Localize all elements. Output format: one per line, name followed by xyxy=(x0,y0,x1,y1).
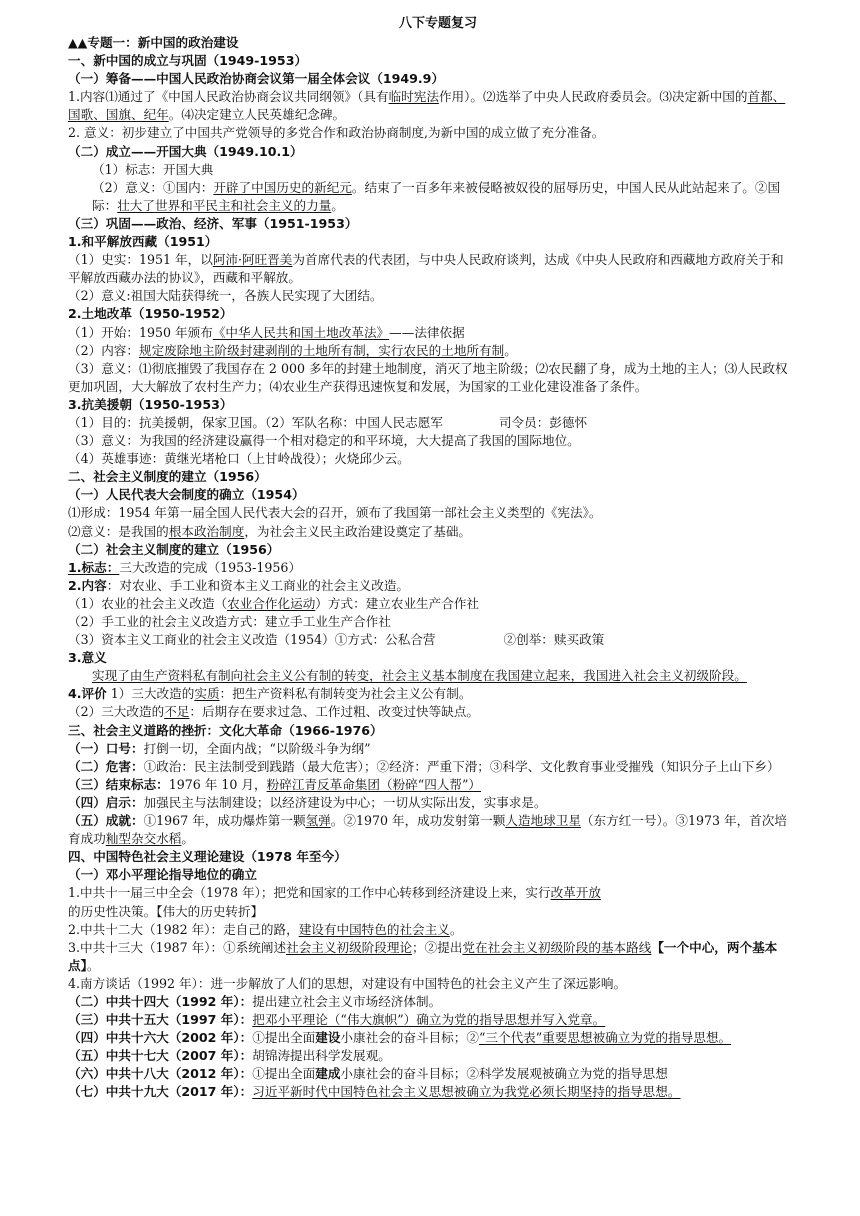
s3-b-paragraph: （二）危害：①政治：民主法制受到践踏（最大危害）；②经济：严重下滑；③科学、文化教育事业受摧残（知识分子上山下乡） xyxy=(68,758,780,774)
s4-a-heading: （一）邓小平理论指导地位的确立 xyxy=(68,867,257,883)
s3-a-line: （一）口号：打倒一切，全面内战；“以阶级斗争为纲” xyxy=(68,740,371,756)
s4-a2-line: 2.中共十二大（1982 年）：走自己的路，建设有中国特色的社会主义。 xyxy=(68,921,463,937)
s1-c2-1-line: （1）开始：1950 年颁布《中华人民共和国土地改革法》——法律依据 xyxy=(68,324,465,340)
s2-a-heading: （一）人民代表大会制度的确立（1954） xyxy=(68,487,305,503)
s2-b2-3-line: （3）资本主义工商业的社会主义改造（1954）①方式：公私合营 ②创举：赎买政策 xyxy=(68,632,605,648)
s1-a1-paragraph: 1.内容⑴通过了《中国人民政治协商会议共同纲领》（具有临时宪法作用）。⑵选举了中央人民政府委员会。⑶决定新中国的首都、国歌、国旗、纪年。⑷决定建立人民英雄纪念碑。 xyxy=(68,89,786,123)
section-2-heading: 二、社会主义制度的建立（1956） xyxy=(68,469,267,485)
s4-a4-line: 4.南方谈话（1992 年）：进一步解放了人们的思想，对建设有中国特色的社会主义产生了深远影响。 xyxy=(68,975,627,991)
s4-a3-paragraph: 3.中共十三大（1987 年）：①系统阐述社会主义初级阶段理论；②提出党在社会主义初级阶段的基本路线【一个中心，两个基本点】。 xyxy=(68,939,778,973)
s2-b3-paragraph: 实现了由生产资料私有制向社会主义公有制的转变，社会主义基本制度在我国建立起来，我国进入社会主义初级阶段。 xyxy=(92,668,747,684)
s2-b2-1-line: （1）农业的社会主义改造（农业合作化运动）方式：建立农业生产合作社 xyxy=(68,595,480,611)
s2-b-heading: （二）社会主义制度的建立（1956） xyxy=(68,541,280,557)
s1-a-heading: （一）筹备——中国人民政治协商会议第一届全体会议（1949.9） xyxy=(68,71,445,87)
s3-c-line: （三）结束标志：1976 年 10 月，粉碎江青反革命集团（粉碎“四人帮”） xyxy=(68,776,482,792)
s4-d-paragraph: （四）中共十六大（2002 年）：①提出全面建设小康社会的奋斗目标；②“三个代表”重要思想被确立为党的指导思想。 xyxy=(68,1030,732,1046)
page-title: 八下专题复习 xyxy=(398,16,477,31)
s1-b1-line: （1）标志：开国大典 xyxy=(92,161,214,177)
s4-e-line: （五）中共十七大（2007 年）：胡锦涛提出科学发展观。 xyxy=(68,1048,391,1064)
s1-c1-heading: 1.和平解放西藏（1951） xyxy=(68,234,218,250)
section-1-heading: 一、新中国的成立与巩固（1949-1953） xyxy=(68,53,308,69)
s1-b-heading: （二）成立——开国大典（1949.10.1） xyxy=(68,143,303,159)
s1-c2-3-paragraph: （3）意义：⑴彻底摧毁了我国存在 2 000 多年的封建土地制度，消灭了地主阶级；⑵农民翻了身，成为土地的主人；⑶人民政权更加巩固，大大解放了农村生产力；⑷农业生产获得迅速恢复和发展，为国家的工业化建设准备了条件。 xyxy=(68,360,788,394)
s2-b2-line: 2.内容：对农业、手工业和资本主义工商业的社会主义改造。 xyxy=(68,577,409,593)
s4-c-line: （三）中共十五大（1997 年）：把邓小平理论（“伟大旗帜”）确立为党的指导思想并写入党章。 xyxy=(68,1012,606,1028)
s1-c3-4-line: （4）英雄事迹：黄继光堵枪口（上甘岭战役）；火烧邱少云。 xyxy=(68,451,410,467)
s1-c2-heading: 2.土地改革（1950-1952） xyxy=(68,306,233,322)
s2-b2-2-line: （2）手工业的社会主义改造方式：建立手工业生产合作社 xyxy=(68,614,391,629)
s4-f-line: （六）中共十八大（2012 年）：①提出全面建成小康社会的奋斗目标；②科学发展观被确立为党的指导思想 xyxy=(68,1066,668,1082)
topic-heading: ▲▲专题一：新中国的政治建设 xyxy=(68,35,239,50)
s1-c1-2-line: （2）意义:祖国大陆获得统一，各族人民实现了大团结。 xyxy=(68,288,383,304)
s1-c3-1-line: （1）目的：抗美援朝，保家卫国。（2）军队名称：中国人民志愿军 司令员：彭德怀 xyxy=(68,414,588,430)
s1-c1-1-paragraph: （1）史实：1951 年，以阿沛·阿旺晋美为首席代表的代表团，与中央人民政府谈判，达成《中央人民政府和西藏地方政府关于和平解放西藏办法的协议》，西藏和平解放。 xyxy=(68,252,784,286)
s4-b-line: （二）中共十四大（1992 年）：提出建立社会主义市场经济体制。 xyxy=(68,993,442,1009)
s4-a1-paragraph: 1.中共十一届三中全会（1978 年）；把党和国家的工作中心转移到经济建设上来，实行改革开放的历史性决策。【伟大的历史转折】 xyxy=(68,885,601,919)
s3-d-line: （四）启示：加强民主与法制建设；以经济建设为中心；一切从实际出发，实事求是。 xyxy=(68,794,547,810)
s1-c3-3-line: （3）意义：为我国的经济建设赢得一个相对稳定的和平环境，大大提高了我国的国际地位。 xyxy=(68,433,580,449)
s1-c-heading: （三）巩固——政治、经济、军事（1951-1953） xyxy=(68,215,358,231)
s2-a1-line: ⑴形成：1954 年第一届全国人民代表大会的召开，颁布了我国第一部社会主义类型的《宪法》。 xyxy=(68,505,602,521)
s1-a2-paragraph: 2. 意义：初步建立了中国共产党领导的多党合作和政治协商制度,为新中国的成立做了充分准备。 xyxy=(68,125,605,141)
s2-b1-line: 1.标志：三大改造的完成（1953-1956） xyxy=(68,559,302,575)
s2-a2-line: ⑵意义：是我国的根本政治制度，为社会主义民主政治建设奠定了基础。 xyxy=(68,523,471,539)
s4-g-line: （七）中共十九大（2017 年）：习近平新时代中国特色社会主义思想被确立为我党必须长期坚持的指导思想。 xyxy=(68,1084,681,1100)
section-3-heading: 三、社会主义道路的挫折：文化大革命（1966-1976） xyxy=(68,722,383,738)
s1-c2-2-line: （2）内容：规定废除地主阶级封建剥削的土地所有制，实行农民的土地所有制。 xyxy=(68,342,517,358)
section-4-heading: 四、中国特色社会主义理论建设（1978 年至今） xyxy=(68,849,347,865)
s2-b4-line: 4.评价 1）三大改造的实质：把生产资料私有制转变为社会主义公有制。 xyxy=(68,686,472,702)
s3-e-paragraph: （五）成就：①1967 年，成功爆炸第一颗氢弹。②1970 年，成功发射第一颗人造地球卫星（东方红一号）。③1973 年，首次培育成功籼型杂交水稻。 xyxy=(68,813,787,847)
s1-c3-heading: 3.抗美援朝（1950-1953） xyxy=(68,396,233,412)
s1-b2-paragraph: （2）意义：①国内：开辟了中国历史的新纪元。结束了一百多年来被侵略被奴役的屈辱历史，中国人民从此站起来了。②国际：壮大了世界和平民主和社会主义的力量。 xyxy=(92,179,781,213)
s2-b3-heading: 3.意义 xyxy=(68,650,107,666)
s2-b4-2-line: （2）三大改造的不足：后期存在要求过急、工作过粗、改变过快等缺点。 xyxy=(68,704,480,720)
